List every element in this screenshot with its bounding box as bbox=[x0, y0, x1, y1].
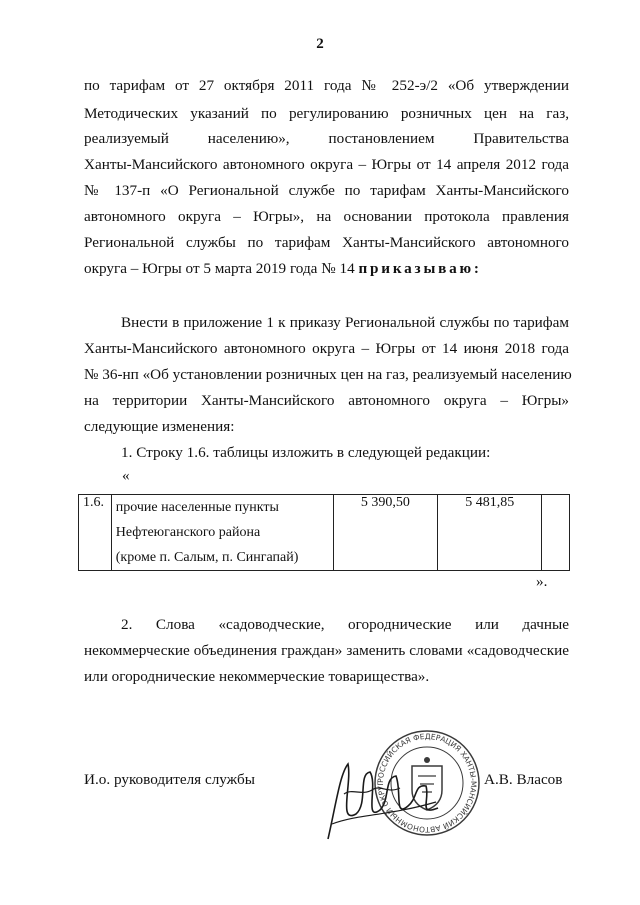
row-name bbox=[111, 495, 333, 571]
main-line-1: Внести в приложение 1 к приказу Региональной службы по тарифам bbox=[121, 314, 569, 331]
intro-line-7: Региональной службы по тарифам Ханты-Мансийского автономного bbox=[84, 234, 569, 251]
intro-last-text: округа – Югры от 5 марта 2019 года № 14 bbox=[84, 260, 355, 277]
intro-line-1: по тарифам от 27 октября 2011 года № 252-э/2 «Об утверждении bbox=[84, 77, 569, 94]
row-value-1: 5 390,50 bbox=[333, 495, 437, 571]
intro-line-4: Ханты-Мансийского автономного округа – Югры от 14 апреля 2012 года bbox=[84, 156, 569, 173]
intro-line-5: № 137-п «О Региональной службе по тарифам Ханты-Мансийского bbox=[84, 182, 569, 199]
row-name-line-3: (кроме п. Салым, п. Сингапай) bbox=[115, 550, 299, 565]
intro-line-6: автономного округа – Югры», на основании протокола правления bbox=[84, 208, 569, 225]
item-2-line-1: 2. Слова «садоводческие, огороднические или дачные bbox=[121, 616, 569, 633]
signature-icon bbox=[318, 744, 448, 854]
quote-close: ». bbox=[536, 573, 548, 590]
intro-line-3: реализуемый населению», постановлением Правительства bbox=[84, 130, 569, 147]
intro-line-8 bbox=[84, 259, 569, 279]
main-line-3: № 36-нп «Об установлении розничных цен на газ, реализуемый населению bbox=[84, 366, 572, 383]
page-number: 2 bbox=[316, 36, 324, 52]
item-2-line-3: или огороднические некоммерческие товарищества». bbox=[84, 668, 430, 685]
main-line-4: на территории Ханты-Мансийского автономного округа – Югры» bbox=[84, 392, 569, 409]
main-line-2: Ханты-Мансийского автономного округа – Югры от 14 июня 2018 года bbox=[84, 340, 569, 357]
row-name-line-1: прочие населенные пункты bbox=[115, 500, 279, 515]
main-line-5: следующие изменения: bbox=[84, 418, 235, 435]
row-value-2: 5 481,85 bbox=[438, 495, 542, 571]
order-word: приказываю: bbox=[358, 260, 482, 277]
quote-open: « bbox=[122, 467, 130, 484]
signatory-name: А.В. Власов bbox=[484, 771, 563, 788]
row-name-line-2: Нефтеюганского района bbox=[115, 525, 261, 540]
item-1: 1. Строку 1.6. таблицы изложить в следующей редакции: bbox=[121, 444, 491, 461]
tariff-table bbox=[78, 494, 570, 571]
table-row bbox=[79, 495, 570, 571]
stamp-text: РОССИЙСКАЯ ФЕДЕРАЦИЯ ХАНТЫ-МАНСИЙСКИЙ АВТОНОМНЫЙ ОКРУГ bbox=[375, 731, 479, 835]
item-2-line-2: некоммерческие объединения граждан» заменить словами «садоводческие bbox=[84, 642, 569, 659]
intro-line-2: Методических указаний по регулированию розничных цен на газ, bbox=[84, 105, 569, 122]
signatory-title: И.о. руководителя службы bbox=[84, 771, 255, 788]
row-number: 1.6. bbox=[79, 495, 112, 571]
row-empty-cell bbox=[542, 495, 570, 571]
